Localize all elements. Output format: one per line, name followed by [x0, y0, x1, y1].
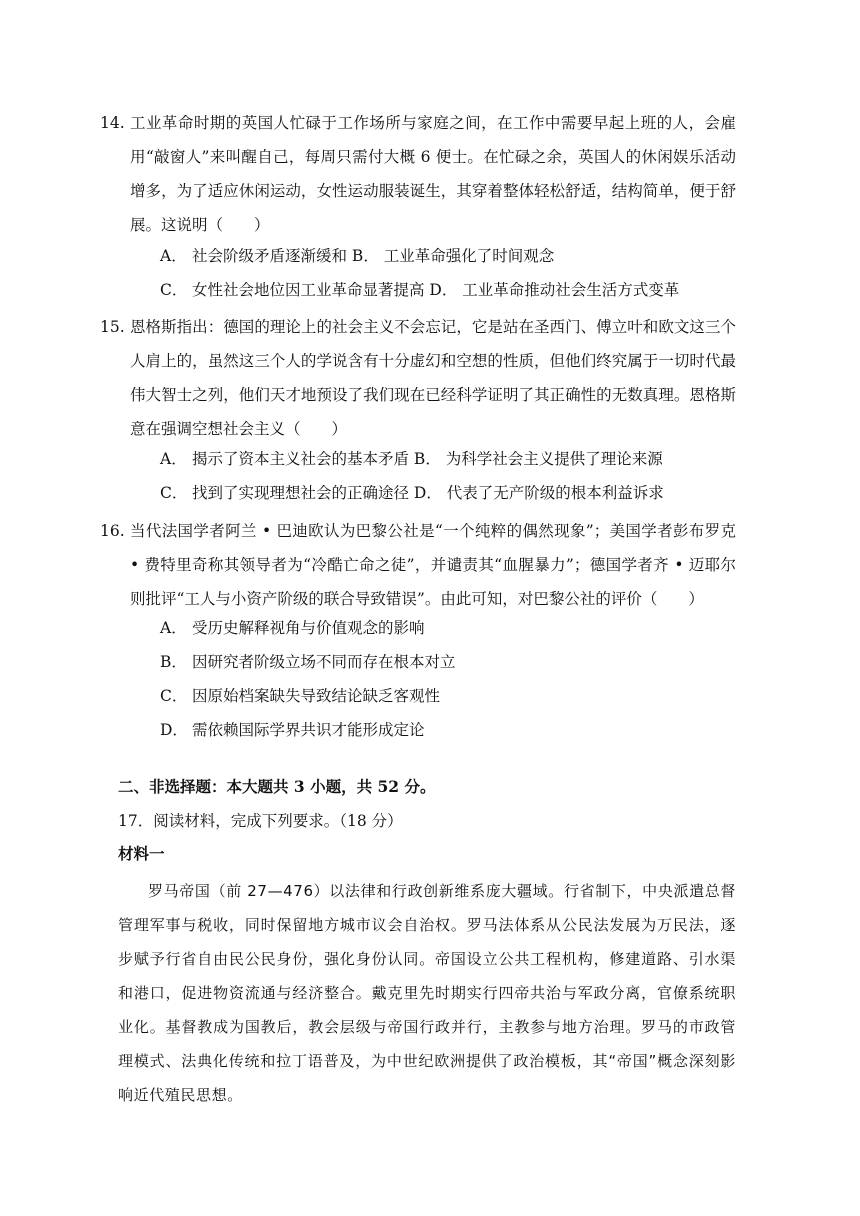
option-text: 需依赖国际学界共识才能形成定论: [192, 721, 425, 739]
option-text: 揭示了资本主义社会的基本矛盾 B． 为科学社会主义提供了理论来源: [192, 450, 663, 468]
option-row: [160, 245, 554, 267]
option-text: 受历史解释视角与价值观念的影响: [192, 619, 425, 637]
material-title: 材料一: [118, 844, 165, 863]
option-text: 因原始档案缺失导致结论缺乏客观性: [192, 687, 441, 705]
question-14: [100, 106, 736, 242]
question-stem: 恩格斯指出：德国的理论上的社会主义不会忘记，它是站在圣西门、傅立叶和欧文这三个人肩上的，虽然这三个人的学说含有十分虚幻和空想的性质，但他们终究属于一切时代最伟大智士之列，他们天才地预设了我们现在已经科学证明了其正确性的无数真理。恩格斯意在强调空想社会主义（ ）: [130, 318, 736, 438]
material-body: 罗马帝国（前 27—476）以法律和行政创新维系庞大疆域。行省制下，中央派遣总督管理军事与税收，同时保留地方城市议会自治权。罗马法体系从公民法发展为万民法，逐步赋予行省自由民公民身份，强化身份认同。帝国设立公共工程机构，修建道路、引水渠和港口，促进物资流通与经济整合。戴克里先时期实行四帝共治与军政分离，官僚系统职业化。基督教成为国教后，教会层级与帝国行政并行，主教参与地方治理。罗马的市政管理模式、法典化传统和拉丁语普及，为中世纪欧洲提供了政治模板，其“帝国”概念深刻影响近代殖民思想。: [118, 882, 736, 1104]
question-number: 14.: [100, 114, 125, 132]
option-row: [160, 617, 425, 639]
option-text: 女性社会地位因工业革命显著提高 D． 工业革命推动社会生活方式变革: [192, 281, 680, 299]
option-letter: B．: [160, 653, 187, 671]
option-row: [160, 651, 456, 673]
option-row: [160, 685, 440, 707]
question-number: 15.: [100, 318, 125, 336]
option-letter: A．: [160, 450, 187, 468]
option-row: [160, 719, 425, 741]
option-letter: C．: [160, 484, 188, 502]
section-heading: 二、非选择题：本大题共 3 小题，共 52 分。: [118, 777, 436, 796]
question-17-intro: 17．阅读材料，完成下列要求。（18 分）: [118, 812, 403, 830]
question-16: [100, 514, 736, 616]
option-row: [160, 279, 679, 301]
option-row: [160, 482, 664, 504]
question-stem: 工业革命时期的英国人忙碌于工作场所与家庭之间，在工作中需要早起上班的人，会雇用“敲窗人”来叫醒自己，每周只需付大概 6 便士。在忙碌之余，英国人的休闲娱乐活动增多，为了适应休闲运动，女性运动服装诞生，其穿着整体轻松舒适，结构简单，便于舒展。这说明（ ）: [130, 114, 736, 234]
option-text: 因研究者阶级立场不同而存在根本对立: [192, 653, 456, 671]
option-text: 社会阶级矛盾逐渐缓和 B． 工业革命强化了时间观念: [192, 247, 555, 265]
question-stem: 当代法国学者阿兰 • 巴迪欧认为巴黎公社是“一个纯粹的偶然现象”；美国学者彭布罗克 • 费特里奇称其领导者为“冷酷亡命之徒”，并谴责其“血腥暴力”；德国学者齐 • 迈耶尔则批评“工人与小资产阶级的联合导致错误”。由此可知，对巴黎公社的评价（ ）: [130, 522, 736, 608]
question-15: [100, 310, 736, 446]
option-letter: D．: [160, 721, 188, 739]
option-letter: A．: [160, 247, 187, 265]
option-letter: A．: [160, 619, 187, 637]
option-letter: C．: [160, 281, 188, 299]
option-letter: C．: [160, 687, 188, 705]
option-text: 找到了实现理想社会的正确途径 D． 代表了无产阶级的根本利益诉求: [192, 484, 664, 502]
question-number: 16.: [100, 522, 125, 540]
option-row: [160, 448, 663, 470]
